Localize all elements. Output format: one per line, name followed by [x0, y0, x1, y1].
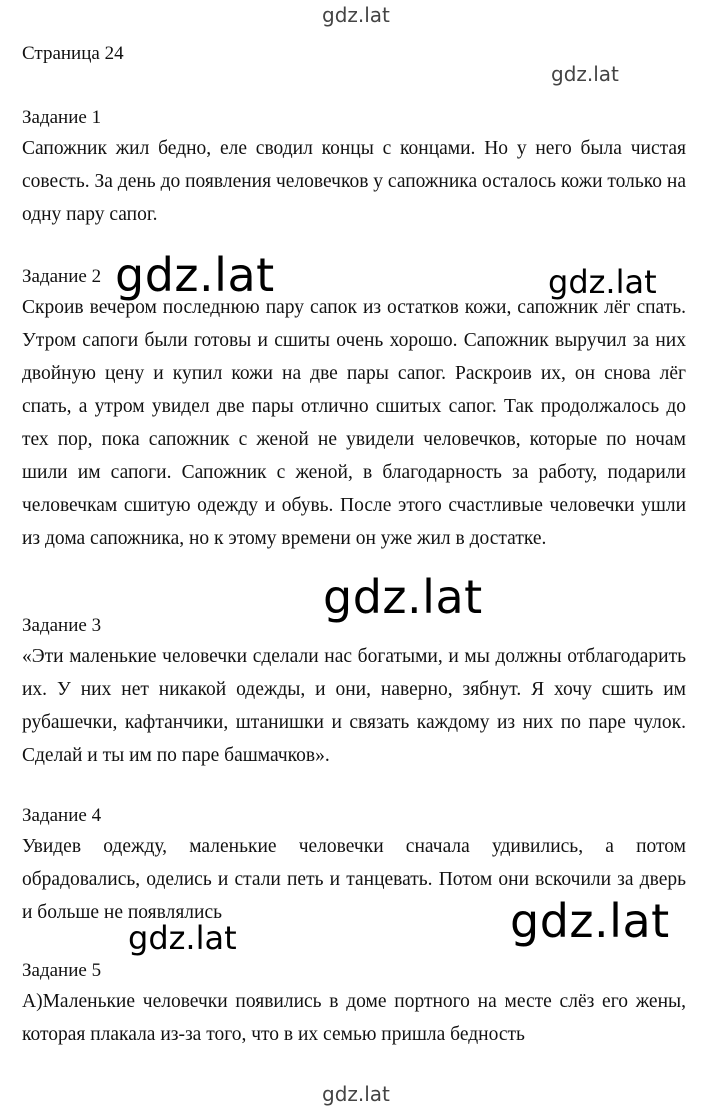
watermark-big-3: gdz.lat: [510, 894, 670, 948]
task-1-text: Сапожник жил бедно, еле сводил концы с концами. Но у него была чистая совесть. За день до появления человечков у сапожника осталось кожи только на одну пару сапог.: [22, 138, 686, 225]
watermark-big-1: gdz.lat: [115, 248, 275, 302]
task-2-text: Скроив вечером последнюю пару сапок из остатков кожи, сапожник лёг спать. Утром сапоги были готовы и сшиты очень хорошо. Сапожник выручил за них двойную цену и купил кожи на две пары сапог. Раскроив их, он снова лёг спать, а утром увидел две пары отлично сшитых сапог. Так продолжалось до тех пор, пока сапожник с женой не увидели человечков, которые по ночам шили им сапоги. Сапожник с женой, в благодарность за работу, подарили человечкам сшитую одежду и обувь. После этого счастливые человечки ушли из дома сапожника, но к этому времени он уже жил в достатке.: [22, 297, 686, 549]
task-5: [22, 957, 686, 1051]
task-1: [22, 104, 686, 231]
task-3: [22, 612, 686, 772]
page-title: Страница 24: [22, 43, 124, 64]
task-5-heading: Задание 5: [22, 960, 102, 981]
watermark-bottom: gdz.lat: [322, 1082, 390, 1106]
watermark-mid-1: gdz.lat: [548, 263, 657, 301]
task-4-text: Увидев одежду, маленькие человечки сначала удивились, а потом обрадовались, оделись и стали петь и танцевать. Потом они вскочили за дверь и больше не появлялись: [22, 836, 686, 923]
task-1-heading: Задание 1: [22, 107, 102, 128]
watermark-right-small: gdz.lat: [551, 62, 619, 86]
task-2-heading: Задание 2: [22, 266, 102, 287]
watermark-top: gdz.lat: [322, 3, 390, 27]
task-4-heading: Задание 4: [22, 805, 102, 826]
watermark-mid-2: gdz.lat: [128, 919, 237, 957]
task-3-heading: Задание 3: [22, 615, 102, 636]
watermark-big-2: gdz.lat: [323, 570, 483, 624]
task-3-text: «Эти маленькие человечки сделали нас богатыми, и мы должны отблагодарить их. У них нет никакой одежды, и они, наверно, зябнут. Я хочу сшить им рубашечки, кафтанчики, штанишки и связать каждому из них по паре чулок. Сделай и ты им по паре башмачков».: [22, 646, 686, 766]
task-2: [22, 263, 686, 555]
task-5-text: А)Маленькие человечки появились в доме портного на месте слёз его жены, которая плакала из-за того, что в их семью пришла бедность: [22, 991, 686, 1045]
